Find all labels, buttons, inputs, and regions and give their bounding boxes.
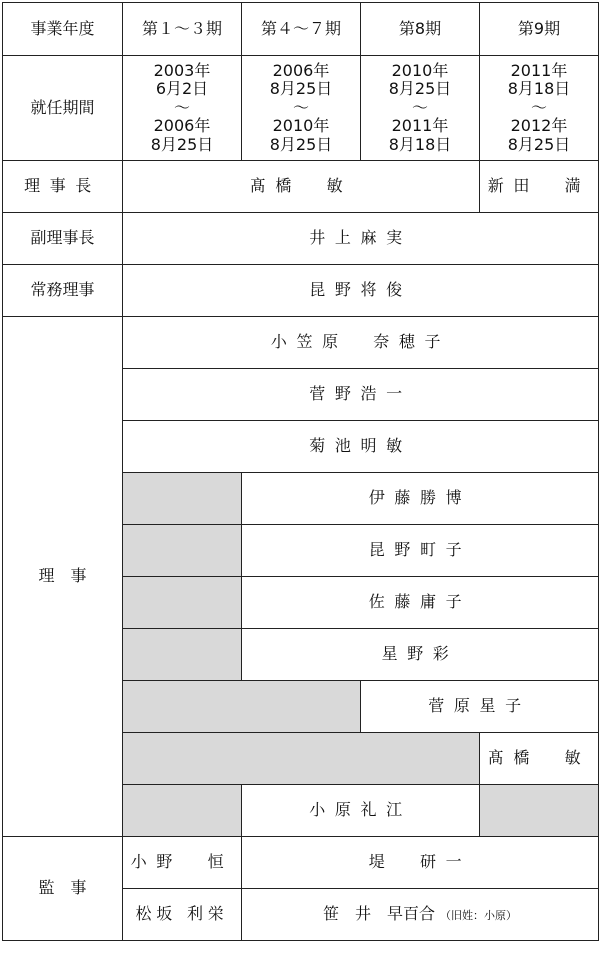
term-cell-2 — [242, 56, 361, 161]
term-start-date: 8月25日 — [269, 79, 333, 99]
term-start-year: 2011年 — [510, 61, 568, 81]
vacant-cell — [123, 785, 242, 837]
term-start-date: 8月18日 — [507, 79, 571, 99]
director-name: 昆野町子 — [242, 525, 599, 577]
period-8: 第8期 — [361, 3, 480, 56]
term-cell-1 — [123, 56, 242, 161]
auditor-name-period-1-3: 松坂 利栄 — [123, 889, 242, 941]
chairman-name: 髙橋 敏 — [123, 161, 480, 213]
managing-director-label: 常務理事 — [3, 265, 123, 317]
chairman-row — [3, 161, 599, 213]
fiscal-year-label: 事業年度 — [3, 3, 123, 56]
term-end-date: 8月25日 — [150, 134, 214, 154]
vice-chairman-name: 井上麻実 — [123, 213, 599, 265]
chairman-name-period-9: 新田 満 — [480, 161, 599, 213]
vacant-cell — [123, 733, 480, 785]
term-end-date: 8月18日 — [388, 134, 452, 154]
vice-chairman-row — [3, 213, 599, 265]
director-name: 星野彩 — [242, 629, 599, 681]
term-start-year: 2010年 — [391, 61, 449, 81]
term-end-year: 2011年 — [391, 116, 449, 136]
director-name: 小笠原 奈穂子 — [123, 317, 599, 369]
auditor-name-cell — [242, 889, 599, 941]
period-4-7: 第４～７期 — [242, 3, 361, 56]
term-end-date: 8月25日 — [507, 134, 571, 154]
board-members-table — [2, 2, 599, 941]
managing-director-row — [3, 265, 599, 317]
vacant-cell — [123, 473, 242, 525]
auditor-name-period-1-3: 小野 恒 — [123, 837, 242, 889]
managing-director-name: 昆野将俊 — [123, 265, 599, 317]
director-row — [3, 317, 599, 369]
header-row — [3, 3, 599, 56]
term-end-year: 2012年 — [510, 116, 568, 136]
period-1-3: 第１～３期 — [123, 3, 242, 56]
vacant-cell — [480, 785, 599, 837]
term-start-date: 6月2日 — [155, 79, 209, 99]
auditor-name: 堤 研一 — [242, 837, 599, 889]
term-row — [3, 56, 599, 161]
term-cell-3 — [361, 56, 480, 161]
auditor-name: 笹 井 早百合 — [322, 904, 435, 924]
term-start-year: 2006年 — [272, 61, 330, 81]
period-9: 第9期 — [480, 3, 599, 56]
vacant-cell — [123, 681, 361, 733]
chairman-label: 理事長 — [3, 161, 123, 213]
auditor-row — [3, 837, 599, 889]
term-cell-4 — [480, 56, 599, 161]
term-end-year: 2010年 — [272, 116, 330, 136]
director-name: 菅原星子 — [361, 681, 599, 733]
director-name: 小原礼江 — [242, 785, 480, 837]
auditors-label: 監 事 — [3, 837, 123, 941]
vice-chairman-label: 副理事長 — [3, 213, 123, 265]
term-tilde: ～ — [411, 97, 428, 117]
director-name: 佐藤庸子 — [242, 577, 599, 629]
term-tilde: ～ — [292, 97, 309, 117]
director-name: 伊藤勝博 — [242, 473, 599, 525]
director-name: 菅野浩一 — [123, 369, 599, 421]
vacant-cell — [123, 629, 242, 681]
vacant-cell — [123, 577, 242, 629]
term-label: 就任期間 — [3, 56, 123, 161]
term-tilde: ～ — [173, 97, 190, 117]
term-start-year: 2003年 — [153, 61, 211, 81]
director-name: 菊池明敏 — [123, 421, 599, 473]
term-tilde: ～ — [530, 97, 547, 117]
maiden-name-note: （旧姓：小原） — [440, 909, 518, 923]
directors-label: 理 事 — [3, 317, 123, 837]
term-start-date: 8月25日 — [388, 79, 452, 99]
term-end-year: 2006年 — [153, 116, 211, 136]
term-end-date: 8月25日 — [269, 134, 333, 154]
vacant-cell — [123, 525, 242, 577]
director-name: 髙橋 敏 — [480, 733, 599, 785]
